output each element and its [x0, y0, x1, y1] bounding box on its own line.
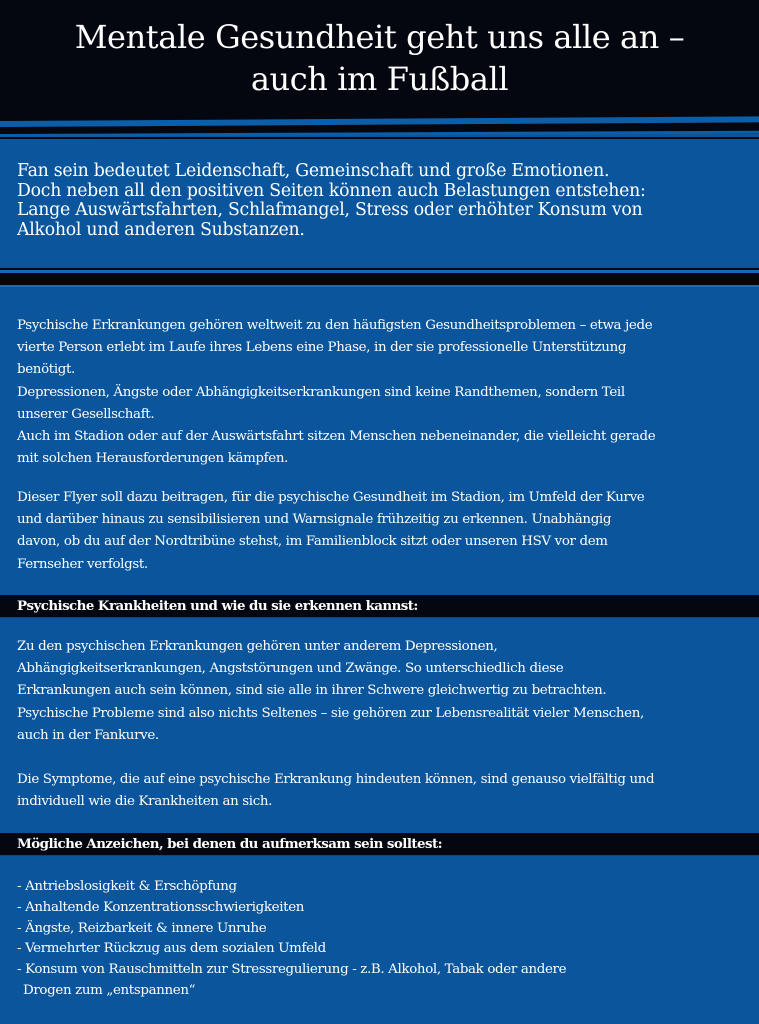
text-line: und darüber hinaus zu sensibilisieren und Warnsignale frühzeitig zu erkennen. Unabhängig	[17, 512, 612, 528]
paragraph-flyer-purpose	[17, 487, 747, 576]
decorative-stripe	[0, 273, 759, 285]
text-line: Psychische Probleme sind also nichts Seltenes – sie gehören zur Lebensrealität vieler Menschen,	[17, 705, 644, 721]
list-item-continuation: Drogen zum „entspannen“	[23, 982, 196, 998]
text-line: Dieser Flyer soll dazu beitragen, für die psychische Gesundheit im Stadion, im Umfeld der Kurve	[17, 490, 645, 505]
text-line: benötigt.	[17, 362, 75, 378]
paragraph-prevalence	[17, 315, 747, 470]
section-heading: Psychische Krankheiten und wie du sie erkennen kannst:	[17, 598, 418, 614]
warning-signs-list	[17, 877, 747, 1002]
text-line: Auch im Stadion oder auf der Auswärtsfahrt sitzen Menschen nebeneinander, die vielleicht gerade	[17, 429, 656, 445]
text-line: unserer Gesellschaft.	[17, 406, 155, 422]
text-line: Depressionen, Ängste oder Abhängigkeitserkrankungen sind keine Randthemen, sondern Teil	[17, 384, 625, 400]
list-item	[17, 960, 747, 1002]
title-line-2: auch im Fußball	[250, 60, 509, 98]
text-line: Erkrankungen auch sein können, sind sie alle in ihrer Schwere gleichwertig zu betrachten.	[17, 683, 607, 699]
list-item: - Antriebslosigkeit & Erschöpfung	[17, 879, 237, 894]
text-line: Die Symptome, die auf eine psychische Erkrankung hindeuten können, sind genauso vielfältig und	[17, 772, 655, 787]
paragraph-illnesses	[17, 636, 747, 747]
intro-line: Alkohol und anderen Substanzen.	[17, 219, 305, 240]
header-banner	[0, 0, 759, 116]
list-item-text: - Konsum von Rauschmitteln zur Stressregulierung - z.B. Alkohol, Tabak oder andere	[17, 962, 567, 978]
text-line: Psychische Erkrankungen gehören weltweit zu den häufigsten Gesundheitsproblemen – etwa jede	[17, 318, 653, 333]
page-title	[0, 16, 759, 100]
intro-line: Doch neben all den positiven Seiten können auch Belastungen entstehen:	[17, 180, 646, 201]
section-heading-bar	[0, 833, 759, 856]
list-item: - Anhaltende Konzentrationsschwierigkeiten	[17, 899, 305, 915]
title-line-1: Mentale Gesundheit geht uns alle an –	[74, 18, 685, 56]
paragraph-symptoms	[17, 769, 747, 813]
text-line: individuell wie die Krankheiten an sich.	[17, 794, 273, 810]
intro-line: Fan sein bedeutet Leidenschaft, Gemeinschaft und große Emotionen.	[17, 161, 610, 181]
decorative-stripe	[0, 285, 759, 287]
list-item: - Vermehrter Rückzug aus dem sozialen Umfeld	[17, 941, 326, 957]
text-line: Abhängigkeitserkrankungen, Angststörungen und Zwänge. So unterschiedlich diese	[17, 661, 564, 677]
text-line: vierte Person erlebt im Laufe ihres Lebens eine Phase, in der sie professionelle Unterstützung	[17, 340, 627, 356]
section-heading: Mögliche Anzeichen, bei denen du aufmerksam sein solltest:	[17, 836, 442, 852]
decorative-stripe	[0, 137, 759, 139]
intro-text	[17, 162, 747, 240]
section-heading-bar	[0, 595, 759, 618]
text-line: Zu den psychischen Erkrankungen gehören unter anderem Depressionen,	[17, 639, 498, 654]
list-item: - Ängste, Reizbarkeit & innere Unruhe	[17, 920, 267, 936]
text-line: auch in der Fankurve.	[17, 727, 159, 743]
text-line: mit solchen Herausforderungen kämpfen.	[17, 451, 289, 467]
intro-line: Lange Auswärtsfahrten, Schlafmangel, Stress oder erhöhter Konsum von	[17, 200, 643, 221]
text-line: Fernseher verfolgst.	[17, 556, 148, 572]
text-line: davon, ob du auf der Nordtribüne stehst, im Familienblock sitzt oder unseren HSV vor dem	[17, 534, 608, 550]
